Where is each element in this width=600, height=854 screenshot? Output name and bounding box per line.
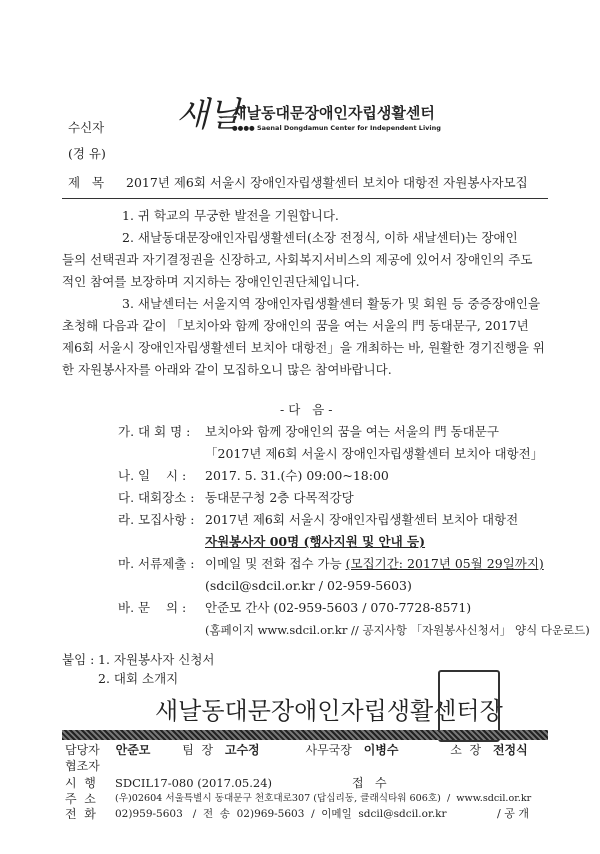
paragraph-3-line: 한 자원봉사자를 아래와 같이 모집하오니 많은 참여바랍니다. bbox=[62, 362, 392, 377]
notice-heading: - 다 음 - bbox=[280, 402, 333, 417]
item-value: (홈페이지 www.sdcil.or.kr // 공지사항 「자원봉사신청서」 양식 다운로드) bbox=[205, 623, 590, 637]
via-label: (경 유) bbox=[68, 146, 106, 161]
staff-role: 담당자 bbox=[65, 743, 100, 757]
item-value: 「2017년 제6회 서울시 장애인자립생활센터 보치아 대항전」 bbox=[205, 446, 544, 461]
staff-role: 소 장 bbox=[450, 743, 482, 757]
paragraph-3-line: 초청해 다음과 같이 「보치아와 함께 장애인의 꿈을 여는 서울의 門 동대문구, 2017년 bbox=[62, 318, 529, 333]
staff-name: 전정식 bbox=[492, 743, 528, 757]
item-label: 바. 문 의 : bbox=[118, 600, 187, 615]
phone-value: 02)959-5603 / 전 송 02)969-5603 / 이메일 sdcil@sdcil.or.kr bbox=[115, 808, 447, 820]
issue-label: 시 행 bbox=[65, 776, 96, 790]
item-value: 동대문구청 2층 다목적강당 bbox=[205, 490, 354, 505]
attachment-item: 1. 자원봉사자 신청서 bbox=[98, 652, 215, 667]
paragraph-1: 1. 귀 학교의 무궁한 발전을 기원합니다. bbox=[122, 208, 339, 223]
item-value bbox=[205, 556, 544, 572]
address-label: 주 소 bbox=[65, 792, 96, 806]
item-value: 2017. 5. 31.(수) 09:00~18:00 bbox=[205, 468, 389, 483]
item-label: 마. 서류제출 : bbox=[118, 556, 195, 571]
address-value: (우)02604 서울특별시 동대문구 천호대로307 (답십리동, 클래식타워 606호) / www.sdcil.or.kr bbox=[115, 793, 532, 804]
logo-org-name: 새날동대문장애인자립생활센터 bbox=[232, 104, 435, 122]
item-value: 안준모 간사 (02-959-5603 / 070-7728-8571) bbox=[205, 600, 472, 615]
item-label: 나. 일 시 : bbox=[118, 468, 187, 483]
staff-name: 고수정 bbox=[224, 743, 260, 757]
footer-divider bbox=[62, 730, 548, 740]
item-value-text: 이메일 및 전화 접수 가능 bbox=[205, 556, 346, 571]
cooperator-label: 협조자 bbox=[65, 759, 100, 773]
deadline: (모집기간: 2017년 05월 29일까지) bbox=[345, 556, 544, 571]
item-value: 보치아와 함께 장애인의 꿈을 여는 서울의 門 동대문구 bbox=[205, 424, 499, 439]
item-value-highlight: 자원봉사자 00명 (행사지원 및 안내 등) bbox=[205, 534, 426, 549]
paragraph-3-line: 3. 새날센터는 서울지역 장애인자립생활센터 활동가 및 회원 등 중증장애인을 bbox=[122, 296, 541, 311]
issue-value: SDCIL17-080 (2017.05.24) bbox=[115, 776, 273, 790]
phone-label: 전 화 bbox=[65, 807, 96, 821]
logo-mark: 새날 bbox=[176, 95, 242, 135]
staff-name: 이병수 bbox=[363, 743, 399, 757]
staff-row bbox=[65, 742, 528, 758]
item-value: 2017년 제6회 서울시 장애인자립생활센터 보치아 대항전 bbox=[205, 512, 519, 527]
paragraph-2-line: 적인 참여를 보장하며 지지하는 장애인인권단체입니다. bbox=[62, 274, 360, 289]
item-label: 라. 모집사항 : bbox=[118, 512, 195, 527]
recipient-label: 수신자 bbox=[68, 120, 105, 135]
divider bbox=[62, 198, 548, 199]
public-label: / 공 개 bbox=[497, 807, 529, 820]
paragraph-3-line: 제6회 서울시 장애인자립생활센터 보치아 대항전」을 개최하는 바, 원활한 경기진행을 위 bbox=[62, 340, 545, 355]
item-label: 다. 대회장소 : bbox=[118, 490, 195, 505]
staff-name: 안준모 bbox=[115, 743, 151, 757]
attachments-label: 붙임 : bbox=[62, 652, 95, 667]
staff-role: 사무국장 bbox=[305, 743, 352, 757]
item-label: 가. 대 회 명 : bbox=[118, 424, 191, 439]
attachment-item: 2. 대회 소개지 bbox=[98, 671, 179, 686]
paragraph-2-line: 2. 새날동대문장애인자립생활센터(소장 전정식, 이하 새날센터)는 장애인 bbox=[122, 230, 518, 245]
receipt-label: 접 수 bbox=[352, 776, 387, 790]
subject-label: 제 목 bbox=[68, 175, 105, 190]
signature-org: 새날동대문장애인자립생활센터장 bbox=[155, 697, 503, 725]
item-value: (sdcil@sdcil.or.kr / 02-959-5603) bbox=[205, 578, 412, 593]
staff-role: 팀 장 bbox=[182, 743, 214, 757]
paragraph-2-line: 들의 선택권과 자기결정권을 신장하고, 사회복지서비스의 제공에 있어서 장애인의 주도 bbox=[62, 252, 533, 267]
subject: 2017년 제6회 서울시 장애인자립생활센터 보치아 대항전 자원봉사자모집 bbox=[126, 175, 528, 190]
logo-org-name-en: ●●●● Saenal Dongdamun Center for Independent Living bbox=[232, 124, 441, 132]
